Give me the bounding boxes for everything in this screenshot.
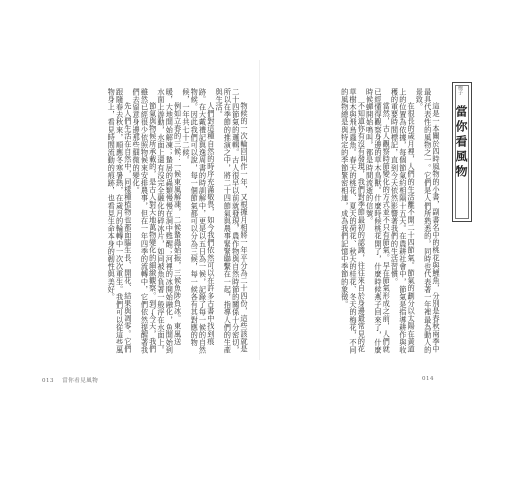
- left-footer: [42, 376, 98, 384]
- left-paragraph-2: 人們對這種自然的時序充滿敬畏，如今我們依然可以在許多古書中找到痕跡。在大戴禮記與逸周書的時訓解中，更是以五日為一候，記錄了每一候的自然物候。因此我們可以說，每一個節氣都可以分為三候，每一候各有其對應的物候，一年共七十二候。: [181, 88, 216, 354]
- right-paragraph-4: 不知道你有沒有發現，我們對季節最初的認識，往往來自於身邊最常見的花草樹木與飛鳥蟲魚。春天的桃花、夏天的荷花、秋天的桂花、冬天的梅花，不同的風物總是與特定的季節緊密相連，成為我們記憶中季節的象徵。: [340, 88, 367, 354]
- right-page-number: 014: [422, 376, 434, 382]
- left-page-number: 013: [42, 378, 54, 384]
- left-running-head: 當你看見風物: [62, 378, 99, 384]
- chapter-title-box: [452, 82, 472, 222]
- left-paragraph-1: 物候的一次輪回叫作一年，又根據月相將一年平分為二十四份，這些該就是二十四節氣的邏輯。古人很早以前就發現，農作物與自然時節的關係十分密切，所以在季節的推演之中，將二十四節氣與農事緊緊聯繫在一起，指導人們的生產與生活。: [215, 88, 249, 354]
- right-paragraph-2: 在很長的歲月裡，人們的生活離不開二十四節氣。節氣的劃分以太陽在黃道上的位置為依據，每個節氣約相隔十五天。在農耕社會中，節氣是指導耕作與收穫的重要時間標記，直到今天依然影響著我們的生活習慣。: [390, 88, 417, 354]
- right-footer: [422, 376, 434, 382]
- right-paragraph-3: 當然，古人觀察時節變化的方式並不只有節氣。早在節氣形成之前，人們就已經懂得觀察身邊的草木鳥獸。什麼時候桃花開了，什麼時候燕子回來了，什麼時候蟬開始鳴叫，都是時間流逝的信號。: [365, 88, 392, 354]
- chapter-label: 楔子: [457, 85, 463, 96]
- left-paragraph-closing: 先人們生活在自然中，同樣種植物也都面臨生長、開花、結果與凋零。它們跟隨春去秋來，順應冬寒暑熱，在歲月的輪轉中一次次重生。我們可以從這些風物身上，看見時間流動的痕跡，也看見生命本身的韌性與美好。: [107, 88, 133, 354]
- chapter-title: 當你看風物: [454, 105, 468, 180]
- right-page-body: [268, 88, 440, 356]
- left-paragraph-4: 節氣與物候所承載的，是古人對天地萬物變化的細緻觀察。到了今天，我們雖然已經很少依照物候來安排農事，但在一年四季的流轉中，它們依然提醒著我們去留意身邊那些細微的變化。: [132, 88, 158, 354]
- right-paragraph-1: 這是一本關於四時風物的小書，副書名中的桃花與鯉魚，分別是春秋兩季中最具代表性的風物之一。它們是人們所熟悉的，同時也代表著一年裡最為動人的景致。: [415, 88, 441, 354]
- left-paragraph-3: 例如立春的三候：一候東風解凍，二候蟄蟲始振，三候魚陟負冰。東風送暖，大地開始解凍；蟄居的蟲類慢慢在洞中甦醒；河裡的冰開始融化，魚開始到水面上游動，水面上還有沒完全融化的碎冰片，如同被魚負著一般浮在水面上。: [157, 88, 183, 354]
- left-page-body: [42, 88, 248, 356]
